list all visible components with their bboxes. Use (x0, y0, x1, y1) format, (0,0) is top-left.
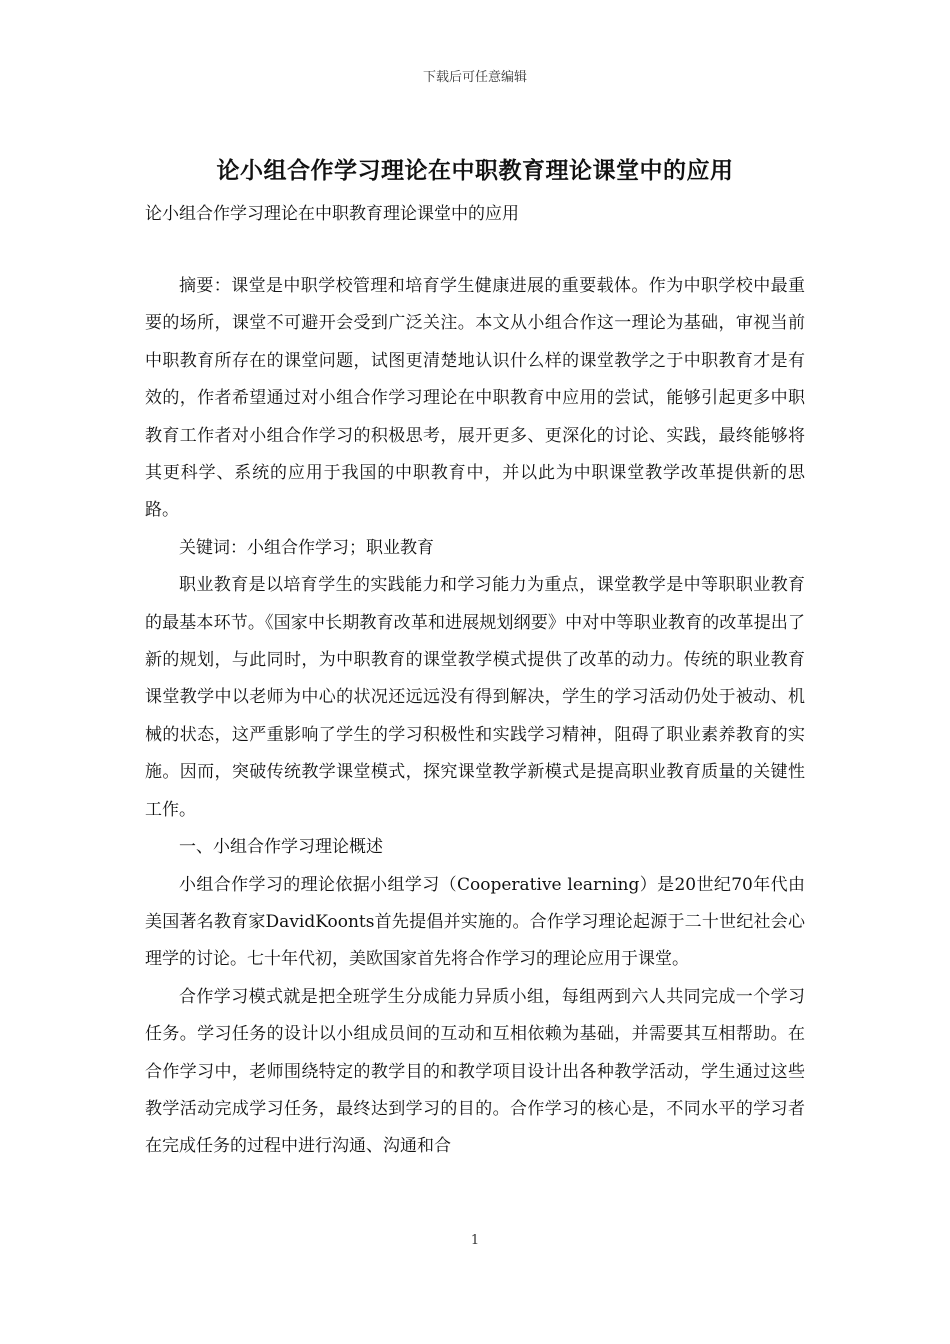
intro-paragraph: 职业教育是以培育学生的实践能力和学习能力为重点，课堂教学是中等职职业教育的最基本环节。《国家中长期教育改革和进展规划纲要》中对中等职业教育的改革提出了新的规划，与此同时，为中职教育的课堂教学模式提供了改革的动力。传统的职业教育课堂教学中以老师为中心的状况还远远没有得到解决，学生的学习活动仍处于被动、机械的状态，这严重影响了学生的学习积极性和实践学习精神，阻碍了职业素养教育的实施。因而，突破传统教学课堂模式，探究课堂教学新模式是提高职业教育质量的关键性工作。 (145, 575, 805, 820)
document-body (145, 268, 805, 1166)
document-title: 论小组合作学习理论在中职教育理论课堂中的应用 (216, 157, 734, 184)
page-header-note: 下载后可任意编辑 (422, 70, 527, 85)
keywords-paragraph: 关键词：小组合作学习；职业教育 (179, 537, 434, 558)
document-subtitle: 论小组合作学习理论在中职教育理论课堂中的应用 (145, 204, 519, 224)
page-number: 1 (470, 1233, 480, 1248)
section-heading: 一、小组合作学习理论概述 (179, 837, 383, 858)
theory-paragraph: 小组合作学习的理论依据小组学习（Cooperative learning）是20世纪70年代由美国著名教育家DavidKoonts首先提倡并实施的。合作学习理论起源于二十世纪社会心理学的讨论。七十年代初，美欧国家首先将合作学习的理论应用于课堂。 (145, 874, 805, 970)
abstract-paragraph: 摘要：课堂是中职学校管理和培育学生健康进展的重要载体。作为中职学校中最重要的场所，课堂不可避开会受到广泛关注。本文从小组合作这一理论为基础，审视当前中职教育所存在的课堂问题，试图更清楚地认识什么样的课堂教学之于中职教育才是有效的，作者希望通过对小组合作学习理论在中职教育中应用的尝试，能够引起更多中职教育工作者对小组合作学习的积极思考，展开更多、更深化的讨论、实践，最终能够将其更科学、系统的应用于我国的中职教育中，并以此为中职课堂教学改革提供新的思路。 (145, 276, 805, 521)
model-paragraph: 合作学习模式就是把全班学生分成能力异质小组，每组两到六人共同完成一个学习任务。学习任务的设计以小组成员间的互动和互相依赖为基础，并需要其互相帮助。在合作学习中，老师围绕特定的教学目的和教学项目设计出各种教学活动，学生通过这些教学活动完成学习任务，最终达到学习的目的。合作学习的核心是，不同水平的学习者在完成任务的过程中进行沟通、沟通和合 (145, 986, 805, 1157)
